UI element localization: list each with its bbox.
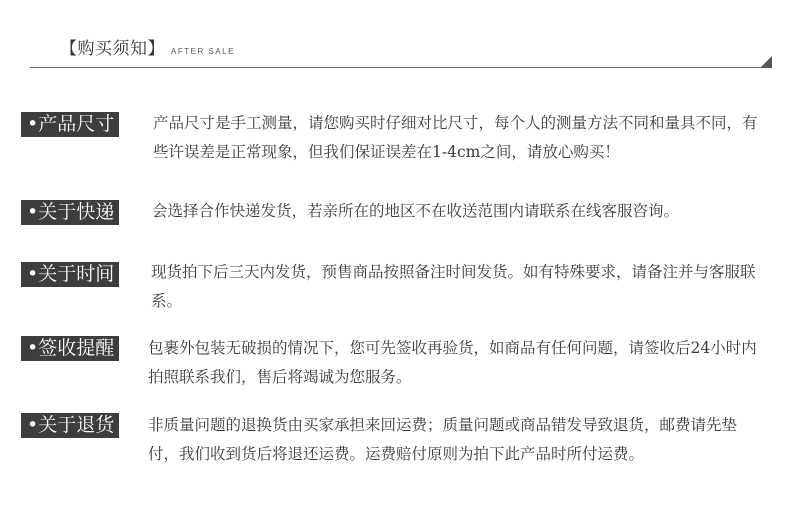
page-subtitle: AFTER SALE [171, 47, 235, 56]
notice-label: •关于时间 [21, 262, 119, 287]
notice-label: •签收提醒 [21, 336, 119, 361]
notice-text: 包裹外包装无破损的情况下，您可先签收再验货，如商品有任何问题，请签收后24小时内拍照联系我们，售后将竭诚为您服务。 [148, 339, 757, 386]
notice-label: •产品尺寸 [21, 112, 119, 137]
notice-text: 现货拍下后三天内发货，预售商品按照备注时间发货。如有特殊要求，请备注并与客服联系。 [151, 263, 756, 310]
header-divider [30, 67, 772, 68]
notice-label: •关于快递 [21, 200, 119, 225]
divider-corner-triangle [760, 56, 772, 68]
notice-label: •关于退货 [21, 413, 119, 438]
notice-text: 非质量问题的退换货由买家承担来回运费；质量问题或商品错发导致退货，邮费请先垫付，我们收到货后将退还运费。运费赔付原则为拍下此产品时所付运费。 [148, 416, 738, 463]
section-header [60, 34, 235, 59]
notice-text: 产品尺寸是手工测量，请您购买时仔细对比尺寸，每个人的测量方法不同和量具不同，有些许误差是正常现象，但我们保证误差在1-4cm之间，请放心购买！ [153, 114, 758, 161]
page-title: 【购买须知】 [60, 39, 165, 59]
notice-text: 会选择合作快递发货，若亲所在的地区不在收送范围内请联系在线客服咨询。 [152, 202, 680, 220]
